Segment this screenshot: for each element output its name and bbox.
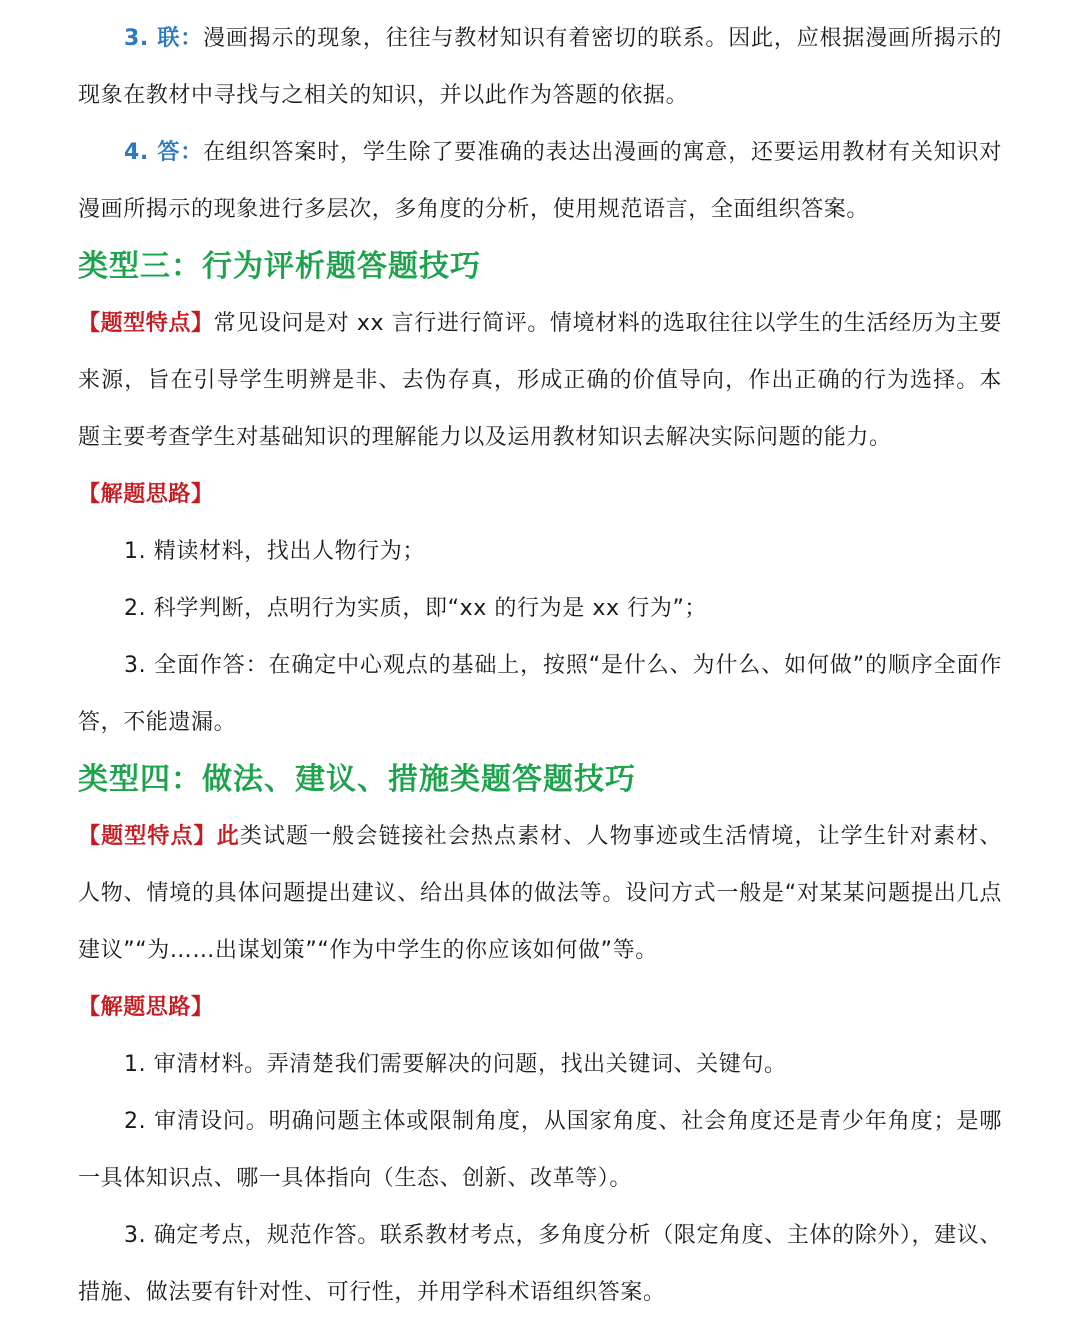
type-3-step-1: 1. 精读材料，找出人物行为； bbox=[124, 539, 425, 564]
type-4-feature-lead: 此 bbox=[216, 824, 240, 849]
type-4-heading: 类型四：做法、建议、措施类题答题技巧 bbox=[78, 762, 636, 797]
item-4-label: 4. 答： bbox=[124, 140, 204, 165]
paragraph-item-3 bbox=[78, 10, 1002, 124]
type-3-approach-label: 【解题思路】 bbox=[78, 482, 214, 507]
type-3-feature-paragraph bbox=[78, 295, 1002, 466]
type-4-feature-label: 【题型特点】 bbox=[78, 824, 217, 849]
type-3-step-3: 3. 全面作答：在确定中心观点的基础上，按照“是什么、为什么、如何做”的顺序全面作答，不能遗漏。 bbox=[78, 653, 1002, 735]
paragraph-item-4 bbox=[78, 124, 1002, 238]
type-4-approach-label: 【解题思路】 bbox=[78, 995, 214, 1020]
type-3-approach-label-line bbox=[78, 466, 1002, 523]
type-3-step-2: 2. 科学判断，点明行为实质，即“xx 的行为是 xx 行为”； bbox=[124, 596, 708, 621]
type-4-approach-label-line bbox=[78, 979, 1002, 1036]
type-3-heading: 类型三：行为评析题答题技巧 bbox=[78, 249, 481, 284]
type-4-step-3: 3. 确定考点，规范作答。联系教材考点，多角度分析（限定角度、主体的除外），建议、措施、做法要有针对性、可行性，并用学科术语组织答案。 bbox=[78, 1223, 1002, 1305]
type-3-feature-text: 常见设问是对 xx 言行进行简评。情境材料的选取往往以学生的生活经历为主要来源，旨在引导学生明辨是非、去伪存真，形成正确的价值导向，作出正确的行为选择。本题主要考查学生对基础知识的理解能力以及运用教材知识去解决实际问题的能力。 bbox=[78, 311, 1002, 450]
item-3-text: 漫画揭示的现象，往往与教材知识有着密切的联系。因此，应根据漫画所揭示的现象在教材中寻找与之相关的知识，并以此作为答题的依据。 bbox=[78, 26, 1002, 108]
item-3-label: 3. 联： bbox=[124, 26, 204, 51]
type-4-step-1: 1. 审清材料。弄清楚我们需要解决的问题，找出关键词、关键句。 bbox=[124, 1052, 787, 1077]
item-4-text: 在组织答案时，学生除了要准确的表达出漫画的寓意，还要运用教材有关知识对漫画所揭示的现象进行多层次，多角度的分析，使用规范语言，全面组织答案。 bbox=[78, 140, 1002, 222]
type-4-feature-text: 类试题一般会链接社会热点素材、人物事迹或生活情境，让学生针对素材、人物、情境的具体问题提出建议、给出具体的做法等。设问方式一般是“对某某问题提出几点建议”“为……出谋划策”“作为中学生的你应该如何做”等。 bbox=[78, 824, 1002, 963]
type-3-feature-label: 【题型特点】 bbox=[78, 311, 214, 336]
type-4-step-2: 2. 审清设问。明确问题主体或限制角度，从国家角度、社会角度还是青少年角度；是哪一具体知识点、哪一具体指向（生态、创新、改革等）。 bbox=[78, 1109, 1002, 1191]
type-4-feature-paragraph bbox=[78, 808, 1002, 979]
